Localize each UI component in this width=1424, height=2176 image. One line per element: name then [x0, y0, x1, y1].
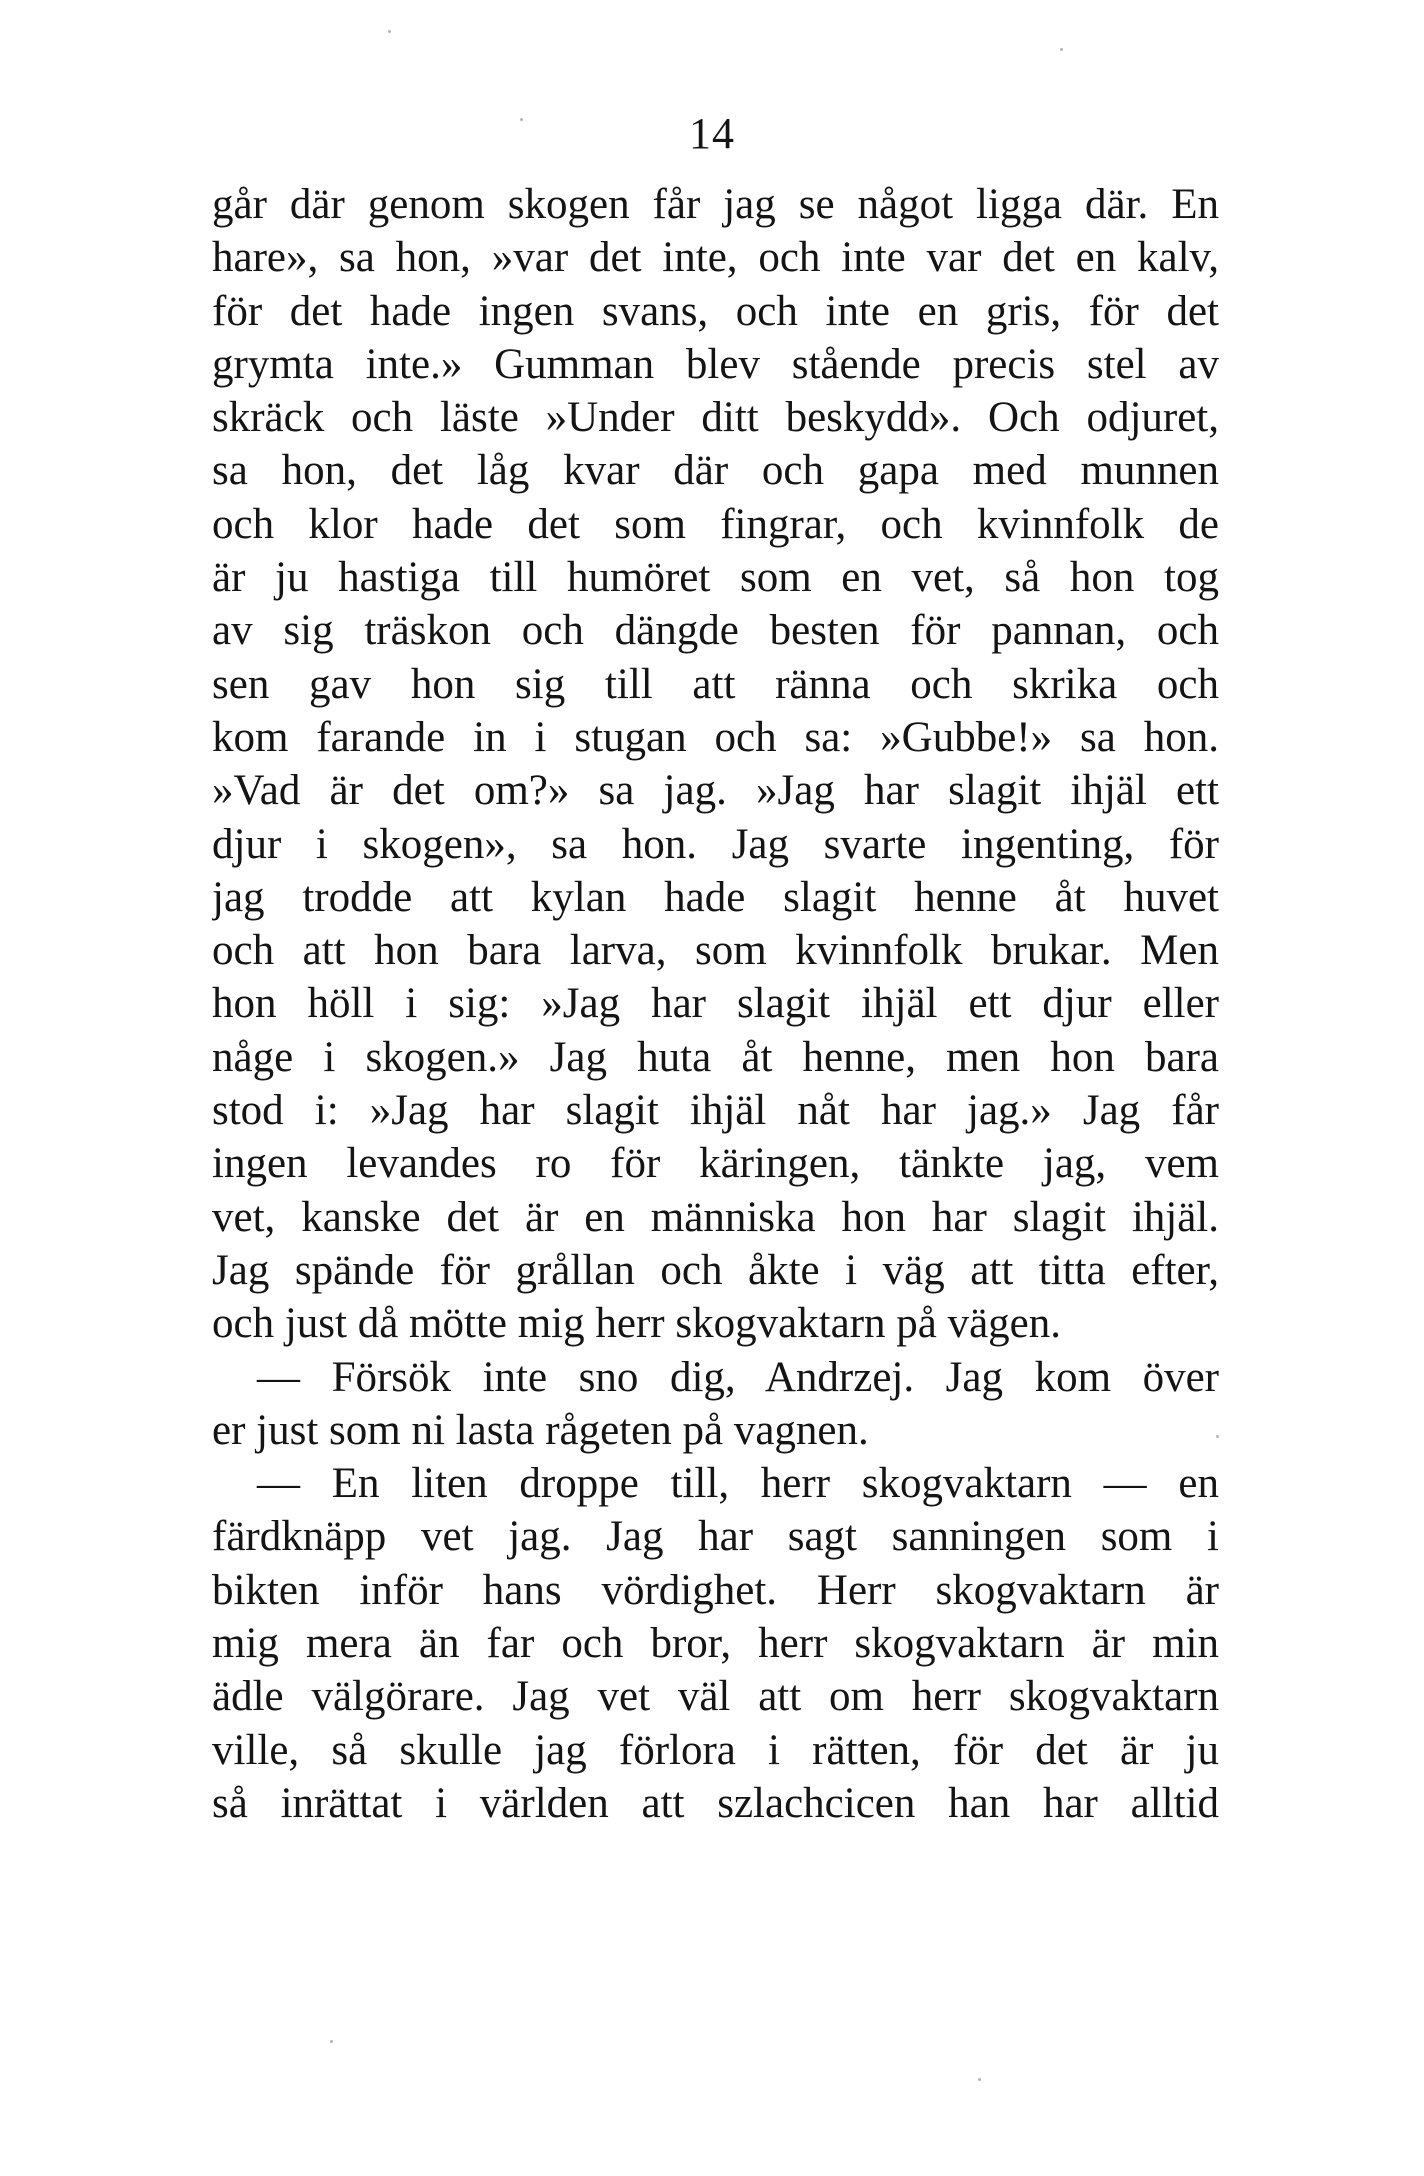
text-line: av sig träskon och dängde besten för pannan, och — [212, 607, 1219, 655]
scan-speck — [1216, 1435, 1219, 1438]
text-line: — En liten droppe till, herr skogvaktarn — en — [257, 1460, 1219, 1508]
text-line: någe i skogen.» Jag huta åt henne, men hon bara — [212, 1033, 1219, 1081]
text-line: går där genom skogen får jag se något ligga där. En — [212, 181, 1219, 228]
text-line: hare», sa hon, »var det inte, och inte var det en kalv, — [212, 234, 1219, 282]
body-text — [212, 178, 1219, 1830]
text-line: ingen levandes ro för käringen, tänkte jag, vem — [212, 1140, 1219, 1188]
text-line: och att hon bara larva, som kvinnfolk brukar. Men — [212, 927, 1219, 975]
text-line: ädle välgörare. Jag vet väl att om herr skogvaktarn — [212, 1673, 1219, 1721]
text-line: är ju hastiga till humöret som en vet, så hon tog — [212, 554, 1219, 602]
text-line: bikten inför hans vördighet. Herr skogvaktarn är — [212, 1566, 1219, 1614]
text-line: Jag spände för grållan och åkte i väg att titta efter, — [212, 1246, 1219, 1294]
text-line: för det hade ingen svans, och inte en gris, för det — [212, 287, 1219, 335]
scan-speck — [978, 2078, 981, 2081]
scan-speck — [520, 118, 523, 121]
text-line: djur i skogen», sa hon. Jag svarte ingenting, för — [212, 820, 1219, 868]
text-line: ville, så skulle jag förlora i rätten, för det är ju — [212, 1726, 1219, 1774]
text-line: och klor hade det som fingrar, och kvinnfolk de — [212, 500, 1219, 548]
text-line: — Försök inte sno dig, Andrzej. Jag kom över — [257, 1353, 1219, 1401]
text-line: så inrättat i världen att szlachcicen han har alltid — [212, 1779, 1219, 1827]
text-line: »Vad är det om?» sa jag. »Jag har slagit ihjäl ett — [212, 767, 1219, 815]
scan-speck — [330, 2040, 333, 2043]
text-line: hon höll i sig: »Jag har slagit ihjäl ett djur eller — [212, 980, 1219, 1028]
text-line: grymta inte.» Gumman blev stående precis stel av — [212, 340, 1219, 388]
text-line: jag trodde att kylan hade slagit henne åt huvet — [212, 873, 1219, 921]
page-number: 14 — [689, 109, 735, 158]
text-line: färdknäpp vet jag. Jag har sagt sanningen som i — [212, 1513, 1219, 1561]
text-line: vet, kanske det är en människa hon har slagit ihjäl. — [212, 1193, 1219, 1241]
text-line: och just då mötte mig herr skogvaktarn på vägen. — [212, 1300, 1062, 1348]
scan-speck — [388, 30, 391, 33]
text-line: er just som ni lasta rågeten på vagnen. — [212, 1406, 869, 1454]
text-line: mig mera än far och bror, herr skogvaktarn är min — [212, 1620, 1219, 1668]
text-line: sa hon, det låg kvar där och gapa med munnen — [212, 447, 1219, 495]
scan-speck — [1060, 48, 1063, 51]
text-line: kom farande in i stugan och sa: »Gubbe!» sa hon. — [212, 713, 1219, 761]
text-line: sen gav hon sig till att ränna och skrika och — [212, 660, 1219, 708]
text-line: stod i: »Jag har slagit ihjäl nåt har jag.» Jag får — [212, 1087, 1219, 1135]
text-line: skräck och läste »Under ditt beskydd». Och odjuret, — [212, 394, 1219, 442]
